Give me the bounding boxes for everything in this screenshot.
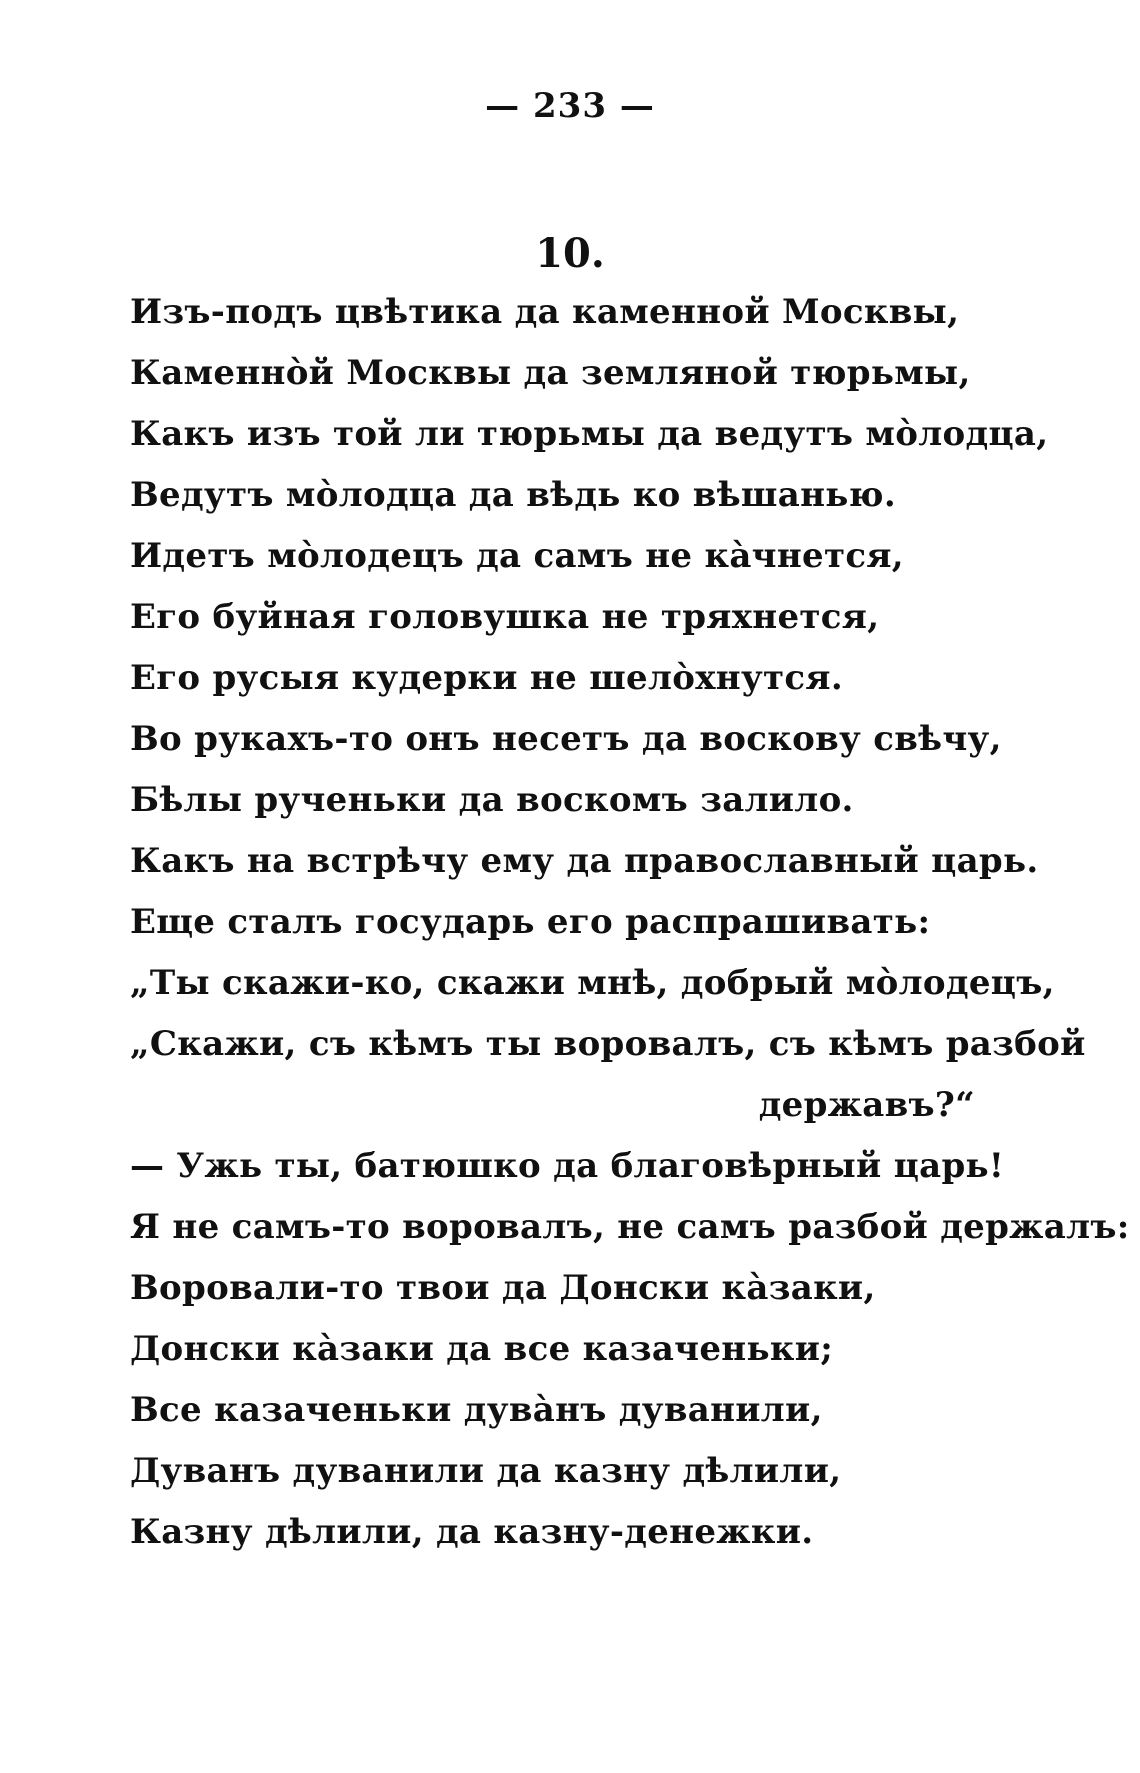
poem-line: Я не самъ-то воровалъ, не самъ разбой держалъ:	[130, 1207, 1130, 1247]
poem-line: Изъ-подъ цвѣтика да каменной Москвы,	[130, 292, 960, 332]
poem-line: Какъ изъ той ли тюрьмы да ведутъ мо̀лодца,	[130, 414, 1049, 454]
poem-line: Донски ка̀заки да все казаченьки;	[130, 1329, 834, 1369]
poem-line: Воровали-то твои да Донски ка̀заки,	[130, 1268, 876, 1308]
poem-line: Во рукахъ-то онъ несетъ да воскову свѣчу,	[130, 719, 1002, 759]
poem-line: „Скажи, съ кѣмъ ты воровалъ, съ кѣмъ разбой	[130, 1024, 1086, 1064]
poem-line: „Ты скажи-ко, скажи мнѣ, добрый мо̀лодецъ,	[130, 963, 1055, 1003]
poem-line-continuation: державъ?“	[758, 1085, 975, 1125]
poem-line: — Ужь ты, батюшко да благовѣрный царь!	[130, 1146, 1005, 1186]
poem-line: Казну дѣлили, да казну-денежки.	[130, 1512, 814, 1552]
poem-text	[130, 282, 1130, 1563]
poem-line: Бѣлы рученьки да воскомъ залило.	[130, 780, 854, 820]
poem-line: Ведутъ мо̀лодца да вѣдь ко вѣшанью.	[130, 475, 896, 515]
poem-line: Какъ на встрѣчу ему да православный царь.	[130, 841, 1039, 881]
poem-line: Дуванъ дуванили да казну дѣлили,	[130, 1451, 842, 1491]
page-number: — 233 —	[485, 86, 655, 126]
poem-number: 10.	[535, 230, 605, 277]
poem-line: Его буйная головушка не тряхнется,	[130, 597, 880, 637]
poem-line: Каменно̀й Москвы да земляной тюрьмы,	[130, 353, 971, 393]
poem-line: Все казаченьки дува̀нъ дуванили,	[130, 1390, 823, 1430]
poem-line: Его русыя кудерки не шело̀хнутся.	[130, 658, 843, 698]
poem-line: Идетъ мо̀лодецъ да самъ не ка̀чнется,	[130, 536, 904, 576]
poem-line: Еще сталъ государь его распрашивать:	[130, 902, 931, 942]
